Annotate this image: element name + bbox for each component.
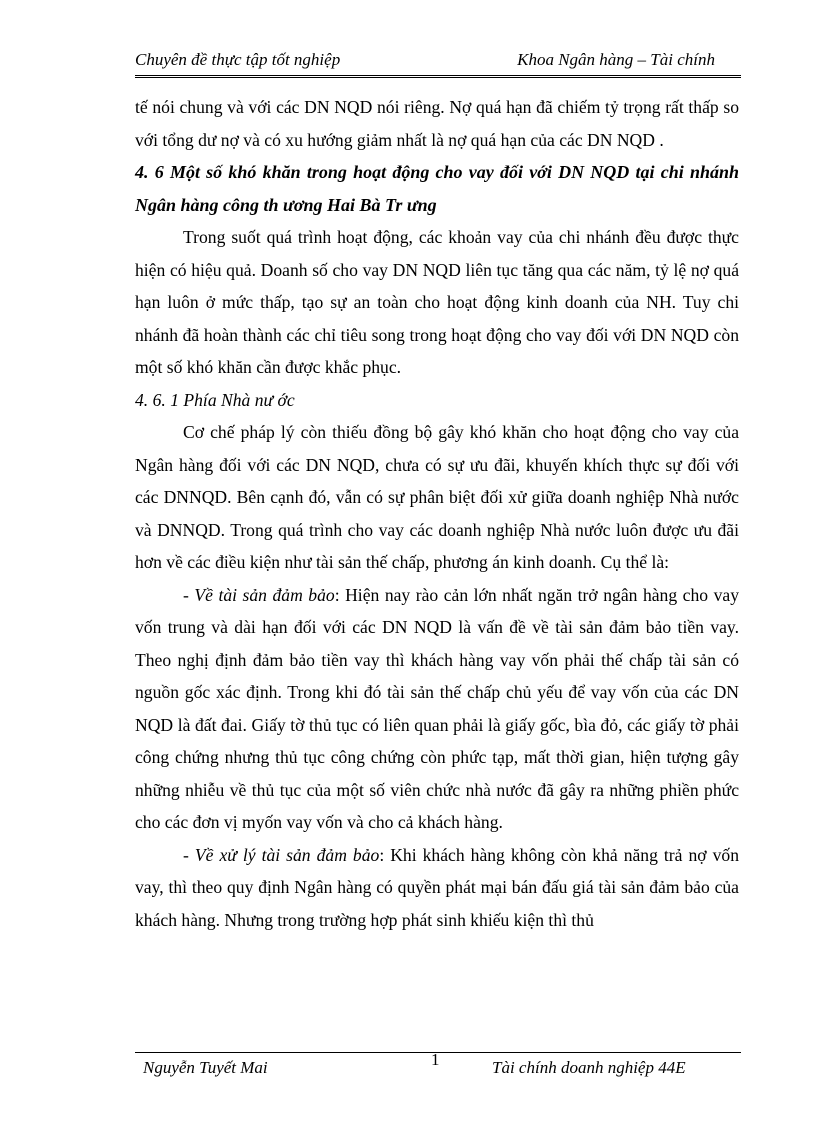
collateral-handling-text: : Khi khách hàng không còn khả năng trả nợ vốn vay, thì theo quy định Ngân hàng có quyền phát mại bán đấu giá tài sản đảm bảo của khách hàng. Nhưng trong trường hợp phát sinh khiếu kiện thì thủ bbox=[135, 844, 739, 930]
footer-author: Nguyễn Tuyết Mai bbox=[143, 1058, 268, 1077]
subsection-heading: 4. 6. 1 Phía Nhà nư ớc bbox=[135, 389, 295, 410]
header-title-right: Khoa Ngân hàng – Tài chính bbox=[517, 50, 715, 69]
paragraph-collateral-handling bbox=[135, 839, 739, 937]
collateral-lead: - Về tài sản đảm bảo bbox=[183, 584, 335, 605]
document-body bbox=[135, 91, 739, 936]
paragraph-legal: Cơ chế pháp lý còn thiếu đồng bộ gây khó khăn cho hoạt động cho vay của Ngân hàng đối với các DN NQD, chưa có sự ưu đãi, khuyến khích thực sự đối với các DNNQD. Bên cạnh đó, vẫn có sự phân biệt đối xử giữa doanh nghiệp Nhà nước và DNNQD. Trong quá trình cho vay các doanh nghiệp Nhà nước luôn được ưu đãi hơn về các điều kiện như tài sản thế chấp, phương án kinh doanh. Cụ thể là: bbox=[135, 422, 739, 572]
collateral-text: : Hiện nay rào cản lớn nhất ngăn trở ngân hàng cho vay vốn trung và dài hạn đối với các DN NQD là vấn đề về tài sản đảm bảo tiền vay. Theo nghị định đảm bảo tiền vay thì khách hàng vay vốn phải thế chấp tài sản có nguồn gốc xác định. Trong khi đó tài sản thế chấp chủ yếu để vay vốn của các DN NQD là đất đai. Giấy tờ thủ tục có liên quan phải là giấy gốc, bìa đỏ, các giấy tờ phải công chứng nhưng thủ tục công chứng còn phức tạp, mất thời gian, hiện tượng gây những nhiễu về thủ tục của một số viên chức nhà nước đã gây ra những phiền phức cho các đơn vị myốn vay vốn và cho cả khách hàng. bbox=[135, 584, 739, 832]
section-heading: 4. 6 Một số khó khăn trong hoạt động cho vay đối với DN NQD tại chi nhánh Ngân hàng công th ương Hai Bà Tr ưng bbox=[135, 162, 739, 215]
paragraph-continuation: tế nói chung và với các DN NQD nói riêng. Nợ quá hạn đã chiếm tỷ trọng rất thấp so với tổng dư nợ và có xu hướng giảm nhất là nợ quá hạn của các DN NQD . bbox=[135, 97, 739, 150]
page-number: 1 bbox=[431, 1050, 440, 1069]
header-title-left: Chuyên đề thực tập tốt nghiệp bbox=[135, 50, 341, 69]
footer-department: Tài chính doanh nghiệp 44E bbox=[492, 1058, 686, 1077]
page-header bbox=[135, 50, 741, 74]
paragraph-collateral bbox=[135, 579, 739, 839]
collateral-handling-lead: - Về xử lý tài sản đảm bảo bbox=[183, 844, 380, 865]
header-rule bbox=[135, 75, 741, 78]
paragraph-overview: Trong suốt quá trình hoạt động, các khoản vay của chi nhánh đều được thực hiện có hiệu quả. Doanh số cho vay DN NQD liên tục tăng qua các năm, tỷ lệ nợ quá hạn luôn ở mức thấp, tạo sự an toàn cho hoạt động kinh doanh của NH. Tuy chi nhánh đã hoàn thành các chỉ tiêu song trong hoạt động cho vay đối với DN NQD còn một số khó khăn cần được khắc phục. bbox=[135, 227, 739, 377]
page-footer bbox=[135, 1050, 741, 1080]
